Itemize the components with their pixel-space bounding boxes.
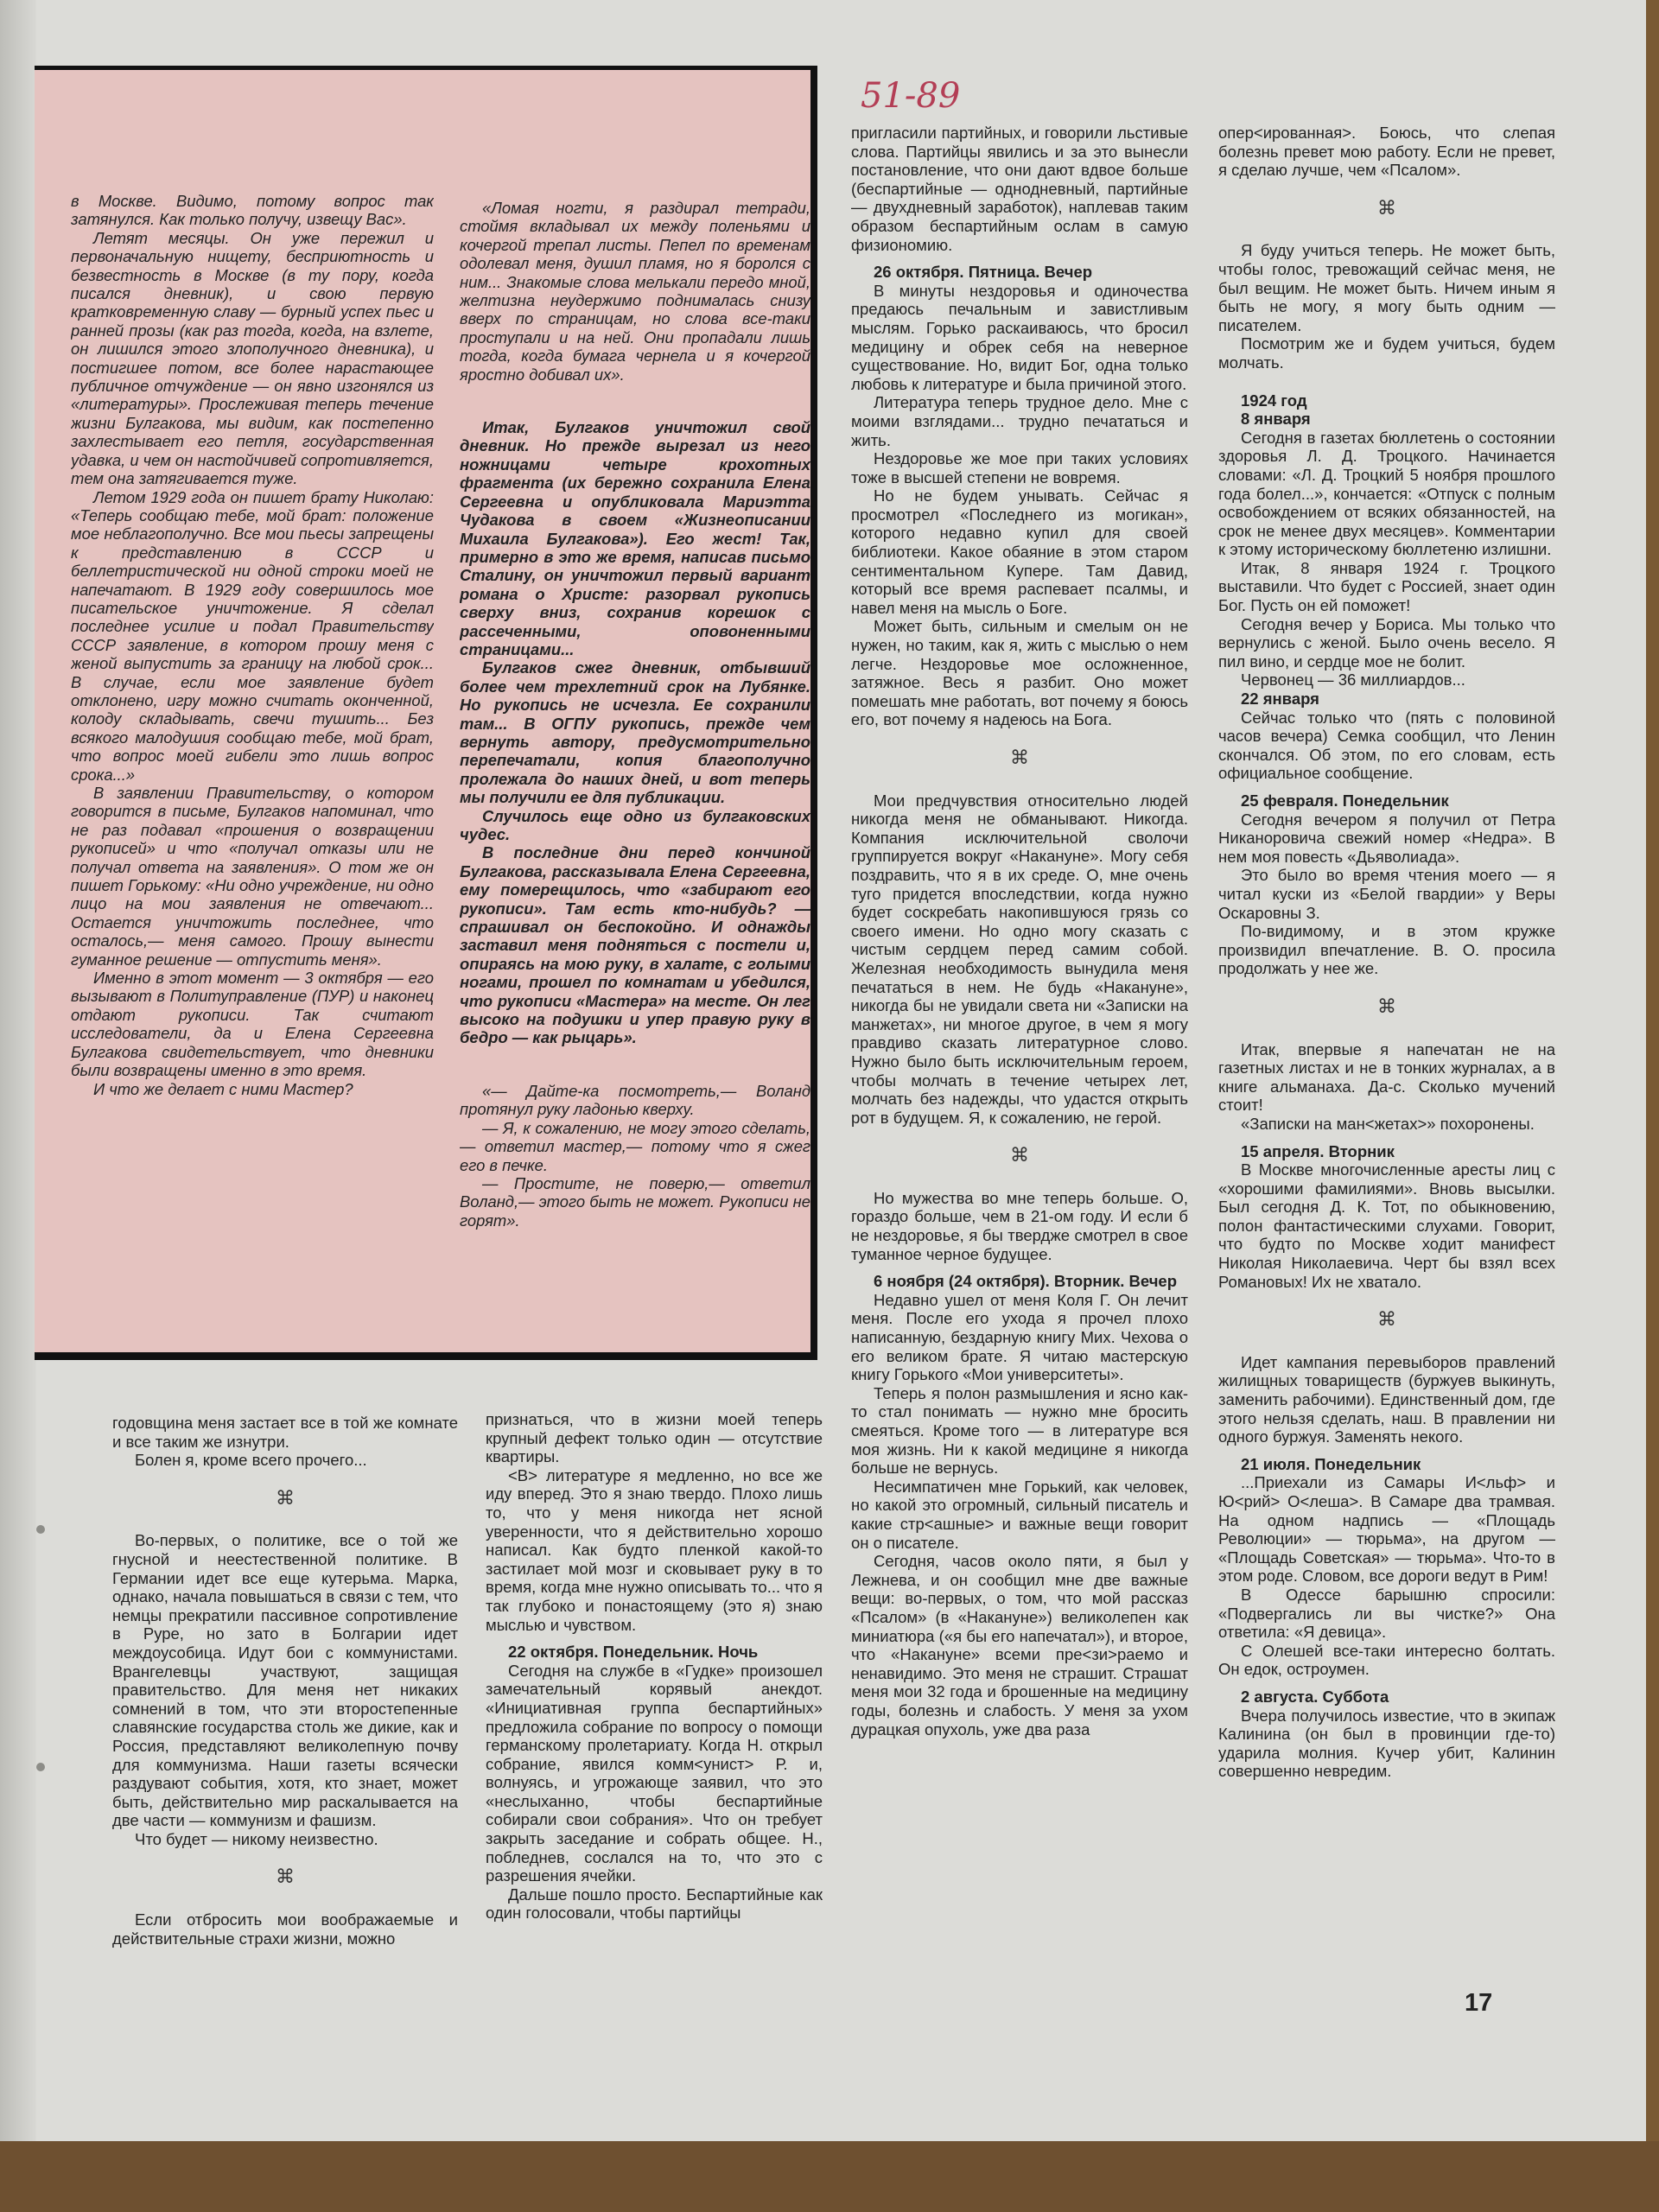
paragraph: Сегодня вечером я получил от Петра Никаноровича свежий номер «Недра». В нем моя повесть «Дьяволиада».	[1218, 810, 1555, 866]
paragraph: Сегодня вечер у Бориса. Мы только что вернулись с женой. Было очень весело. Я пил вино, и сердце мое не болит.	[1218, 614, 1555, 671]
paragraph: Итак, Булгаков уничтожил свой дневник. Но прежде вырезал из него ножницами четыре крохотных фрагмента (их бережно сохранила Елена Сергеевна и опубликовала Мариэтта Чудакова в своем «Жизнеописании Михаила Булгакова»). Его жест! Так, примерно в это же время, написав письмо Сталину, он уничтожил первый вариант романа о Христе: разорвал рукопись сверху вниз, сохранив корешок с рассеченными, оповоненными страницами...	[460, 418, 810, 658]
paragraph: Может быть, сильным и смелым он не нужен, но таким, как я, жить с мыслью о нем легче. Нездоровье мое осложненное, затяжное. Весь я разбит. Оно может помешать мне работать, вот почему я боюсь его, вот почему я надеюсь на Бога.	[851, 617, 1188, 729]
novel-quote: «Ломая ногти, я раздирал тетради, стоймя вкладывал их между поленьями и кочергой трепал листы. Пепел по временам одолевал меня, душил пламя, но я боролся с ним... Знакомые слова мелькали передо мной, желтизна неудержимо поднималась снизу вверх по страницам, но слова все-таки проступали и на ней. Они пропадали лишь тогда, когда бумага чернела и я кочергой яростно добивал их».	[460, 199, 810, 384]
paragraph: Именно в этот момент — 3 октября — его вызывают в Политуправление (ПУР) и наконец отдают рукописи. Так считают исследователи, да и Елена Сергеевна Булгакова свидетельствует, что дневники были возвращены именно в это время.	[71, 969, 434, 1080]
diary-date-heading: 22 января	[1241, 690, 1319, 709]
paragraph: Нездоровье же мое при таких условиях тоже в высшей степени не вовремя.	[851, 449, 1188, 486]
ornament-divider: ⌘	[1010, 747, 1029, 768]
paragraph: Случилось еще одно из булгаковских чудес.	[460, 806, 810, 843]
paragraph: Что будет — никому неизвестно.	[135, 1829, 378, 1848]
paragraph: Болен я, кроме всего прочего...	[135, 1451, 367, 1470]
paragraph: В Москве многочисленные аресты лиц с «хорошими фамилиями». Вновь высылки. Был сегодня Д. К. Тот, по обыкновению, полон фантастическими слухами. Говорит, что будто по Москве ходит манифест Николая Николаевича. Черт бы взял всех Романовых! Их не хватало.	[1218, 1160, 1555, 1291]
ornament-divider: ⌘	[1377, 196, 1396, 219]
paragraph: Сегодня на службе в «Гудке» произошел замечательный корявый анекдот. «Инициативная группа беспартийных» предложила собрание по вопросу о помощи германскому пролетариату. Когда Н. открыл собрание, явился комм<унист> Р. и, волнуясь, и угрожающе заявил, что это «неслыханно, чтобы беспартийные собирали свои собрания». Что он требует закрыть заседание и собрать общее. Н., побледнев, сослался на то, что это с разрешения ячейки.	[486, 1661, 823, 1885]
paragraph: ...Приехали из Самары И<льф> и Ю<рий> О<леша>. В Самаре два трамвая. На одном надпись — «Площадь Революции» — тюрьма», на другом — «Площадь Советская» — тюрьма». Что-то в этом роде. Словом, все дороги ведут в Рим!	[1218, 1473, 1555, 1586]
diary-date-heading: 22 октября. Понедельник. Ночь	[508, 1643, 759, 1662]
page-number: 17	[1465, 1989, 1493, 2017]
diary-column-bottom-left	[112, 1414, 458, 1975]
paragraph: Сегодня, часов около пяти, я был у Лежнева, и он сообщил мне две важные вещи: во-первых, о том, что мой рассказ «Псалом» (в «Накануне») великолепен как миниатюра («я бы его напечатал»), и второе, что «Накануне» всеми пре<зи>раемо и ненавидимо. Это меня не страшит. Страшат меня мои 32 года и брошенные на медицину годы, болезнь и слабость. У меня за ухом дурацкая опухоль, уже два раза	[851, 1552, 1188, 1738]
novel-quote: — Простите, не поверю,— ответил Воланд,— этого быть не может. Рукописи не горят».	[460, 1173, 810, 1230]
paragraph: Идет кампания перевыборов правлений жилищных товариществ (буржуев выкинуть, заменить рабочими). Единственный дом, где этого нельзя сделать, наш. В правлении ни одного буржуя. Заменять некого.	[1218, 1352, 1555, 1446]
page-fold	[0, 0, 36, 2141]
paragraph: Сегодня в газетах бюллетень о состоянии здоровья Л. Д. Троцкого. Начинается словами: «Л. Д. Троцкий 5 ноября прошлого года болел...», кончается: «Отпуск с полным освобождением от всяких обязанностей, на срок не менее двух месяцев». Комментарии к этому историческому бюллетеню излишни.	[1218, 428, 1555, 559]
paragraph: годовщина меня застает все в той же комнате и все таким же изнутри.	[112, 1414, 458, 1451]
paragraph: Во-первых, о политике, все о той же гнусной и неестественной политике. В Германии идет все еще кутерьма. Марка, однако, начала повышаться в связи с тем, что немцы прекратили пассивное сопротивление в Руре, но зато в Болгарии идет междоусобица. Идут бои с коммунистами. Врангелевцы участвуют, защищая правительство. Для меня нет никаких сомнений в том, что эти второстепенные славянские государства столь же дикие, как и Россия, представляют великолепную почву для коммунизма. Наши газеты всячески раздувают события, хотя, кто знает, может быть, действительно мир раскалывается на две части — коммунизм и фашизм.	[112, 1531, 458, 1830]
ornament-divider: ⌘	[276, 1486, 295, 1509]
paragraph: Теперь я полон размышления и ясно как-то стал понимать — нужно мне бросить смеяться. Кроме того — в литературе вся моя жизнь. Ни к какой медицине я никогда больше не вернусь.	[851, 1383, 1188, 1478]
paragraph: Летом 1929 года он пишет брату Николаю: «Теперь сообщаю тебе, мой брат: положение мое неблагополучно. Все мои пьесы запрещены к представлению в СССР и беллетристической ни одной строки моей не напечатают. В 1929 году совершилось мое писательское уничтожение. Я сделал последнее усилие и подал Правительству СССР заявление, в котором прошу меня с женой выпустить за границу на любой срок... В случае, если мое заявление будет отклонено, игру можно считать оконченной, колоду складывать, свечи тушить... Без всякого малодушия сообщаю тебе, мой брат, что вопрос моей гибели это лишь вопрос срока...»	[71, 487, 434, 784]
diary-date-heading: 6 ноября (24 октября). Вторник. Вечер	[874, 1272, 1178, 1291]
paragraph: Червонец — 36 миллиардов...	[1241, 671, 1465, 690]
paragraph: Сейчас только что (пять с половиной часов вечера) Семка сообщил, что Ленин скончался. Об этом, по его словам, есть официальное сообщение.	[1218, 708, 1555, 783]
paragraph: И что же делает с ними Мастер?	[93, 1079, 353, 1098]
paragraph: Дальше пошло просто. Беспартийные как один голосовали, чтобы партийцы	[486, 1885, 823, 1923]
commentary-column-left	[71, 192, 434, 1328]
paragraph: Итак, впервые я напечатан не на газетных листах и не в тонких журналах, а в книге альманаха. Да-с. Сколько мучений стоит!	[1218, 1039, 1555, 1115]
paragraph: «Записки на ман<жетах>» похоронены.	[1241, 1114, 1535, 1133]
diary-date-heading: 15 апреля. Вторник	[1241, 1141, 1395, 1160]
novel-quote: — Я, к сожалению, не могу этого сделать,— ответил мастер,— потому что я сжег его в печке.	[460, 1118, 810, 1174]
paragraph: По-видимому, и в этом кружке произвидил впечатление. В. О. просила продолжать у нее же.	[1218, 922, 1555, 978]
diary-date-heading: 25 февраля. Понедельник	[1241, 791, 1449, 810]
diary-date-heading: 21 июля. Понедельник	[1241, 1454, 1421, 1473]
paragraph: Недавно ушел от меня Коля Г. Он лечит меня. После его ухода я прочел плохо написанную, бездарную книгу Мих. Чехова о его великом брате. Я читаю мастерскую книгу Горького «Мои университеты».	[851, 1290, 1188, 1384]
ornament-divider: ⌘	[276, 1866, 295, 1888]
diary-column-bottom-middle	[486, 1410, 823, 1977]
paragraph: Я буду учиться теперь. Не может быть, чтобы голос, тревожащий сейчас меня, не был вещим. Не может быть. Ничем иным я быть не могу, я могу быть одним — писателем.	[1218, 241, 1555, 334]
diary-date-heading: 26 октября. Пятница. Вечер	[874, 263, 1093, 282]
ornament-divider: ⌘	[1377, 1308, 1396, 1331]
paragraph: Литература теперь трудное дело. Мне с моими взглядами... трудно печататься и жить.	[851, 393, 1188, 449]
paragraph: Посмотрим же и будем учиться, будем молчать.	[1218, 334, 1555, 372]
paragraph: В Одессе барышню спросили: «Подвергались ли вы чистке?» Она ответила: «Я девица».	[1218, 1585, 1555, 1642]
paragraph: признаться, что в жизни моей теперь крупный дефект только один — отсутствие квартиры.	[486, 1410, 823, 1466]
paragraph: Но не будем унывать. Сейчас я просмотрел «Последнего из могикан», которого недавно купил для своей библиотеки. Какое обаяние в этом старом сентиментальном Купере. Там Давид, который все время распевает псалмы, и навел меня на мысль о Боге.	[851, 486, 1188, 617]
diary-date-heading: 2 августа. Суббота	[1241, 1687, 1389, 1706]
diary-column-4	[1218, 124, 1555, 1973]
paragraph: Булгаков сжег дневник, отбывший более чем трехлетний срок на Лубянке. Но рукопись не исчезла. Ее сохранили там... В ОГПУ рукопись, прежде чем вернуть автору, предусмотрительно перепечатали, копия благополучно пролежала до наших дней, и вот теперь мы получили ее для публикации.	[460, 658, 810, 807]
binding-hole	[36, 1525, 45, 1534]
paragraph: Летят месяцы. Он уже пережил и первоначальную нищету, бесприютность и безвестность в Москве (в ту пору, когда писался дневник), и свою первую кратковременную славу — бурный успех пьес и ранней прозы (как раз тогда, когда, на взлете, он лишился этого злополучного дневника), и постигшее потом, все более нарастающее публичное отчуждение — он явно изгонялся из «литературы». Прослеживая теперь течение жизни Булгакова, мы видим, как постепенно захлестывает его петля, государственная удавка, и чем он настойчивей сопротивляется, тем она затягивается туже.	[71, 228, 434, 488]
paragraph: Вчера получилось известие, что в экипаж Калинина (он был в провинции где-то) ударила молния. Кучер убит, Калинин совершенно невредим.	[1218, 1706, 1555, 1781]
paragraph: Но мужества во мне теперь больше. О, гораздо больше, чем в 21-ом году. И если б не нездоровье, я бы твердже смотрел в свое туманное черное будущее.	[851, 1188, 1188, 1263]
paragraph: В заявлении Правительству, о котором говорится в письме, Булгаков напоминал, что не раз подавал «прошения о возвращении рукописей» и что «получал отказы или не получал ответа на заявления». О том же он пишет Горькому: «Ни одно учреждение, ни одно лицо на мои заявления не отвечают... Остается уничтожить последнее, что осталось,— меня самого. Прошу вынести гуманное решение — отпустить меня».	[71, 784, 434, 969]
novel-quote: «— Дайте-ка посмотреть,— Воланд протянул руку ладонью кверху.	[460, 1081, 810, 1119]
ornament-divider: ⌘	[1010, 1144, 1029, 1166]
handwritten-note: 51-89	[861, 76, 961, 116]
paragraph: В последние дни перед кончиной Булгакова, рассказывала Елена Сергеевна, ему померещилось, что «забирают его рукописи». Там есть кто-нибудь? — спрашивал он беспокойно. И однажды заставил меня подняться с постели и, опираясь на мою руку, в халате, с голыми ногами, прошел по комнатам и убедился, что рукописи «Мастера» на месте. Он лег высоко на подушки и упер правую руку в бедро — как рыцарь».	[460, 843, 810, 1047]
year-heading: 1924 год	[1241, 391, 1307, 410]
paragraph: Итак, 8 января 1924 г. Троцкого выставили. Что будет с Россией, знает один Бог. Пусть он ей поможет!	[1218, 558, 1555, 615]
paragraph: Несимпатичен мне Горький, как человек, но какой это огромный, сильный писатель и какие стр<ашные> и важные вещи говорит он о писателе.	[851, 1477, 1188, 1552]
binding-hole	[36, 1763, 45, 1771]
table-surface	[0, 2141, 1659, 2212]
diary-column-3	[851, 124, 1188, 1973]
paragraph: <В> литературе я медленно, но все же иду вперед. Это я знаю твердо. Плохо лишь то, что у меня никогда нет ясной уверенности, что я действительно хорошо написал. Как будто пленкой какой-то застилает мой мозг и сковывает руку в то время, когда мне нужно описывать то... что я так глубоко и понастоящему (это я) знаю мыслью и чувством.	[486, 1465, 823, 1634]
paragraph: В минуты нездоровья и одиночества предаюсь печальным и завистливым мыслям. Горько раскаиваюсь, что бросил медицину и обрек себя на неверное существование. Но, видит Бог, одна только любовь к литературе и была причиной этого.	[851, 281, 1188, 393]
commentary-column-right	[460, 199, 810, 1322]
paragraph: Мои предчувствия относительно людей никогда меня не обманывают. Никогда. Компания исключительной сволочи группируется вокруг «Накануне». Могу себя поздравить, что я в их среде. О, мне очень туго придется впоследствии, когда нужно будет соскребать накопившуюся грязь со своего имени. Но одно могу сказать с чистым сердцем перед самим собой. Железная необходимость вынудила меня печататься в нем. Не будь «Накануне», никогда бы не увидали света ни «Записки на манжетах», ни многое другое, в чем я могу правдиво сказать литературное слово. Нужно было быть исключительным героем, чтобы молчать в течение четырех лет, молчать без надежды, что удастся открыть рот в будущем. Я, к сожалению, не герой.	[851, 791, 1188, 1127]
diary-date-heading: 8 января	[1241, 410, 1311, 429]
paragraph: в Москве. Видимо, потому вопрос так затянулся. Как только получу, извещу Вас».	[71, 192, 434, 229]
paragraph: пригласили партийных, и говорили льстивые слова. Партийцы явились и за это вынесли постановление, что они дают вдвое больше (беспартийные — однодневный, партийные — двухдневный заработок), наплевав таким образом беспартийным ослам в самую физиономию.	[851, 124, 1188, 254]
paragraph: Это было во время чтения моего — я читал куски из «Белой гвардии» у Веры Оскаровны З.	[1218, 866, 1555, 922]
ornament-divider: ⌘	[1377, 995, 1396, 1017]
paragraph: опер<ированная>. Боюсь, что слепая болезнь превет мою работу. Если не превет, я сделаю лучше, чем «Псалом».	[1218, 124, 1555, 180]
paragraph: С Олешей все-таки интересно болтать. Он едок, остроумен.	[1218, 1641, 1555, 1679]
paragraph: Если отбросить мои воображаемые и действительные страхи жизни, можно	[112, 1910, 458, 1948]
